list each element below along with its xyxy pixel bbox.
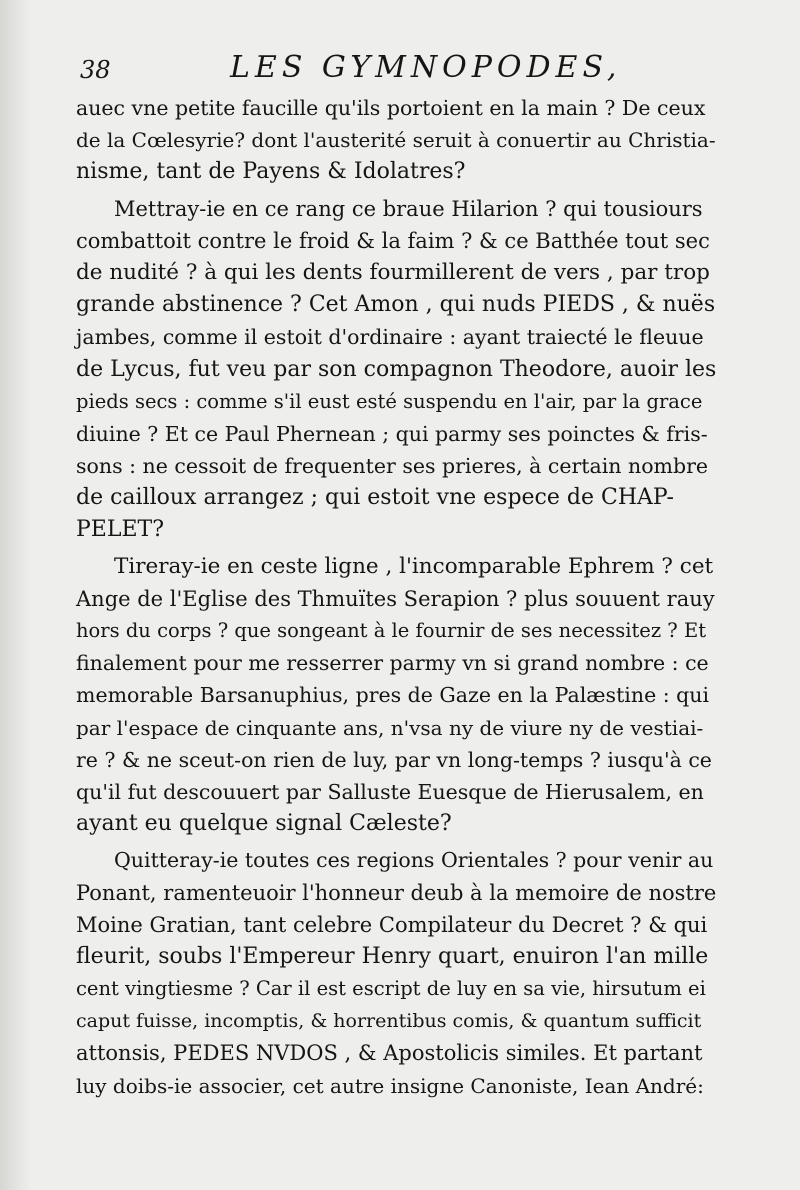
running-title: LES GYMNOPODES, (230, 50, 622, 85)
text-line: finalement pour me resserrer parmy vn si grand nombre : ce (76, 651, 709, 676)
text-line: attonsis, PEDES NVDOS , & Apostolicis similes. Et partant (76, 1041, 703, 1066)
text-line: re ? & ne sceut-on rien de luy, par vn long-temps ? iusqu'à ce (76, 747, 712, 772)
text-line: caput fuisse, incomptis, & horrentibus comis, & quantum sufficit (76, 1010, 702, 1033)
text-line: sons : ne cessoit de frequenter ses prieres, à certain nombre (76, 454, 709, 479)
text-line: cent vingtiesme ? Car il est escript de luy en sa vie, hirsutum ei (76, 977, 706, 1001)
text-line: jambes, comme il estoit d'ordinaire : ayant traiecté le fleuue (76, 325, 704, 350)
text-line: fleurit, soubs l'Empereur Henry quart, enuiron l'an mille (76, 943, 709, 969)
text-line: Mettray-ie en ce rang ce braue Hilarion ? qui tousiours (114, 196, 703, 221)
text-line: de cailloux arrangez ; qui estoit vne espece de CHAP- (76, 485, 674, 511)
text-line: combattoit contre le froid & la faim ? & ce Batthée tout sec (76, 228, 710, 253)
text-line: pieds secs : comme s'il eust esté suspendu en l'air, par la grace (76, 389, 703, 413)
text-line: ayant eu quelque signal Cæleste? (76, 811, 452, 837)
text-line: par l'espace de cinquante ans, n'vsa ny de viure ny de vestiai- (76, 715, 704, 740)
running-head (80, 50, 720, 90)
text-line: Ponant, ramenteuoir l'honneur deub à la memoire de nostre (76, 880, 717, 905)
text-line: luy doibs-ie associer, cet autre insigne Canoniste, Iean André: (76, 1073, 704, 1098)
text-line: Ange de l'Eglise des Thmuïtes Serapion ? plus souuent rauy (76, 586, 715, 611)
text-line: PELET? (76, 517, 164, 543)
page-gutter-shadow (0, 0, 30, 1190)
text-line: auec vne petite faucille qu'ils portoient en la main ? De ceux (76, 96, 706, 120)
text-line: de nudité ? à qui les dents fourmillerent de vers , par trop (76, 259, 710, 285)
page-number: 38 (80, 56, 111, 84)
text-line: nisme, tant de Payens & Idolatres? (76, 159, 466, 185)
body-text (76, 92, 716, 1102)
text-line: memorable Barsanuphius, pres de Gaze en la Palæstine : qui (76, 683, 710, 708)
text-line: de la Cœlesyrie? dont l'austerité seruit à conuertir au Christia- (76, 128, 716, 153)
text-line: grande abstinence ? Cet Amon , qui nuds PIEDS , & nuës (76, 292, 716, 318)
text-line: qu'il fut descouuert par Salluste Euesque de Hierusalem, en (76, 779, 704, 804)
text-line: Tireray-ie en ceste ligne , l'incomparable Ephrem ? cet (114, 553, 714, 579)
text-line: Quitteray-ie toutes ces regions Orientales ? pour venir au (114, 848, 714, 873)
text-line: hors du corps ? que songeant à le fournir de ses necessitez ? Et (76, 619, 707, 642)
text-line: diuine ? Et ce Paul Phernean ; qui parmy ses poinctes & fris- (76, 421, 708, 446)
text-line: de Lycus, fut veu par son compagnon Theodore, auoir les (76, 356, 717, 382)
text-line: Moine Gratian, tant celebre Compilateur du Decret ? & qui (76, 912, 708, 937)
